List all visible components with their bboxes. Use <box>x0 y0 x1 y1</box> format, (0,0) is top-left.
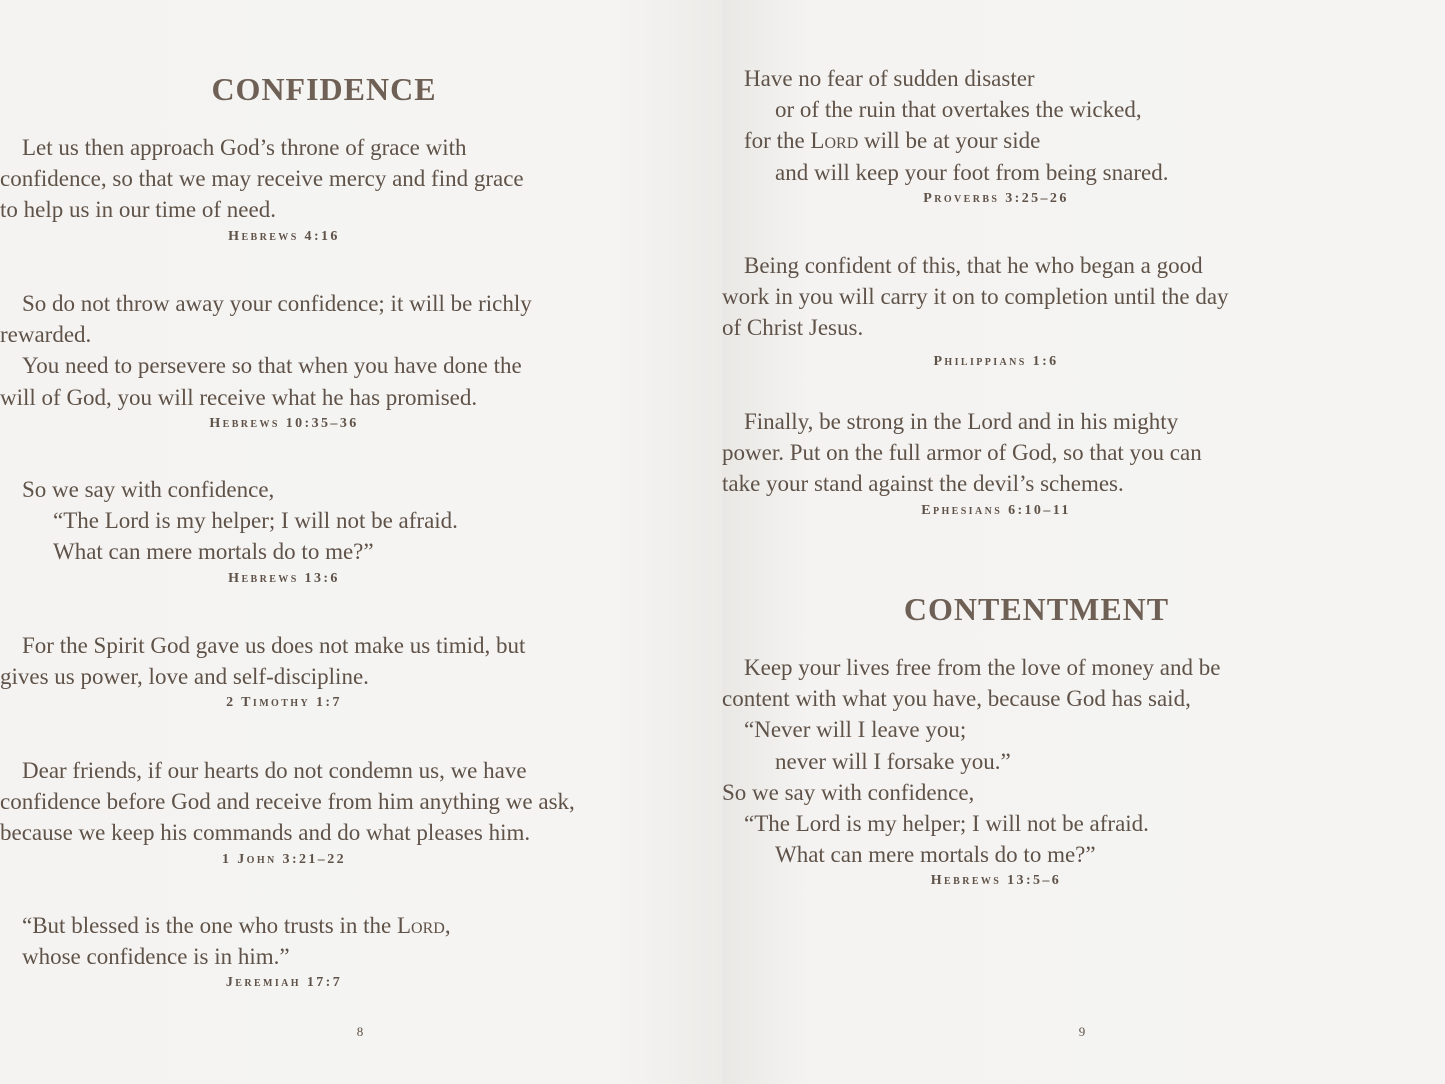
verse-line: You need to persevere so that when you have done the <box>22 353 522 379</box>
verse-line: Have no fear of sudden disaster <box>744 66 1035 91</box>
left-page <box>0 0 722 1084</box>
verse-line: “Never will I leave you; <box>744 717 967 743</box>
verse-line: because we keep his commands and do what pleases him. <box>0 820 531 846</box>
passage-1-john-3-21 <box>0 755 648 868</box>
verse-line <box>722 125 1351 156</box>
verse-line: Being confident of this, that he who began a good <box>744 253 1203 278</box>
section-heading-contentment: CONTENTMENT <box>903 591 1170 627</box>
verse-line: take your stand against the devil’s schemes. <box>722 471 1124 497</box>
verse-line: confidence before God and receive from him anything we ask, <box>0 789 575 815</box>
verse-line: of Christ Jesus. <box>722 315 864 341</box>
scripture-reference: Ephesians 6:10–11 <box>921 502 1071 518</box>
scripture-reference: Philippians 1:6 <box>933 353 1059 369</box>
right-page <box>722 0 1445 1084</box>
scripture-reference: Hebrews 13:5–6 <box>930 873 1062 889</box>
verse-line: Let us then approach God’s throne of grace with <box>22 135 467 160</box>
verse-line: So do not throw away your confidence; it will be richly <box>22 291 532 316</box>
verse-line <box>0 910 648 941</box>
verse-line: to help us in our time of need. <box>0 197 276 223</box>
passage-hebrews-13-6 <box>0 474 648 587</box>
section-heading-confidence: CONFIDENCE <box>211 71 437 107</box>
scripture-reference: 1 John 3:21–22 <box>221 851 347 867</box>
passage-2-timothy-1-7 <box>0 630 648 711</box>
scripture-reference: Hebrews 10:35–36 <box>209 415 359 431</box>
divine-name-small-caps: Lord <box>810 128 859 154</box>
verse-line: Keep your lives free from the love of money and be <box>744 655 1221 680</box>
verse-line: “The Lord is my helper; I will not be afraid. <box>744 811 1149 837</box>
scripture-reference: Proverbs 3:25–26 <box>923 190 1069 206</box>
verse-line: For the Spirit God gave us does not make us timid, but <box>22 633 526 658</box>
scripture-reference: Hebrews 4:16 <box>228 228 340 244</box>
verse-line: Finally, be strong in the Lord and in his mighty <box>744 409 1179 434</box>
verse-line: What can mere mortals do to me?” <box>53 539 374 565</box>
verse-line: will of God, you will receive what he has promised. <box>0 384 478 410</box>
page-number: 9 <box>1078 1024 1086 1039</box>
verse-line: “The Lord is my helper; I will not be afraid. <box>53 508 458 534</box>
verse-text: “But blessed is the one who trusts in the <box>22 913 397 938</box>
page-number: 8 <box>356 1024 364 1039</box>
verse-text: , <box>444 913 451 938</box>
passage-proverbs-3-25 <box>722 63 1351 207</box>
passage-philippians-1-6 <box>722 250 1351 370</box>
verse-line: rewarded. <box>0 322 92 348</box>
passage-hebrews-10-35 <box>0 288 648 432</box>
scripture-reference: Jeremiah 17:7 <box>225 975 343 991</box>
verse-text: for the <box>744 128 811 154</box>
passage-jeremiah-17-7 <box>0 910 648 991</box>
verse-line: gives us power, love and self-discipline. <box>0 664 369 690</box>
verse-line: So we say with confidence, <box>22 477 275 502</box>
verse-line: never will I forsake you.” <box>775 748 1011 774</box>
verse-text: will be at your side <box>858 128 1041 154</box>
verse-line: Dear friends, if our hearts do not condemn us, we have <box>22 758 527 783</box>
divine-name-small-caps: Lord <box>397 913 445 938</box>
passage-hebrews-4-16 <box>0 132 648 245</box>
passage-hebrews-13-5 <box>722 652 1351 889</box>
verse-line: or of the ruin that overtakes the wicked, <box>775 97 1142 123</box>
verse-line: So we say with confidence, <box>722 779 975 805</box>
verse-line: work in you will carry it on to completion until the day <box>722 284 1229 310</box>
verse-line: whose confidence is in him.” <box>22 944 290 970</box>
passage-ephesians-6-10 <box>722 406 1351 519</box>
scripture-reference: Hebrews 13:6 <box>228 570 340 586</box>
verse-line: content with what you have, because God has said, <box>722 686 1191 712</box>
scripture-reference: 2 Timothy 1:7 <box>226 695 342 711</box>
verse-line: confidence, so that we may receive mercy and find grace <box>0 166 524 192</box>
verse-line: and will keep your foot from being snared. <box>775 159 1169 185</box>
verse-line: What can mere mortals do to me?” <box>775 842 1096 868</box>
verse-line: power. Put on the full armor of God, so that you can <box>722 440 1202 466</box>
